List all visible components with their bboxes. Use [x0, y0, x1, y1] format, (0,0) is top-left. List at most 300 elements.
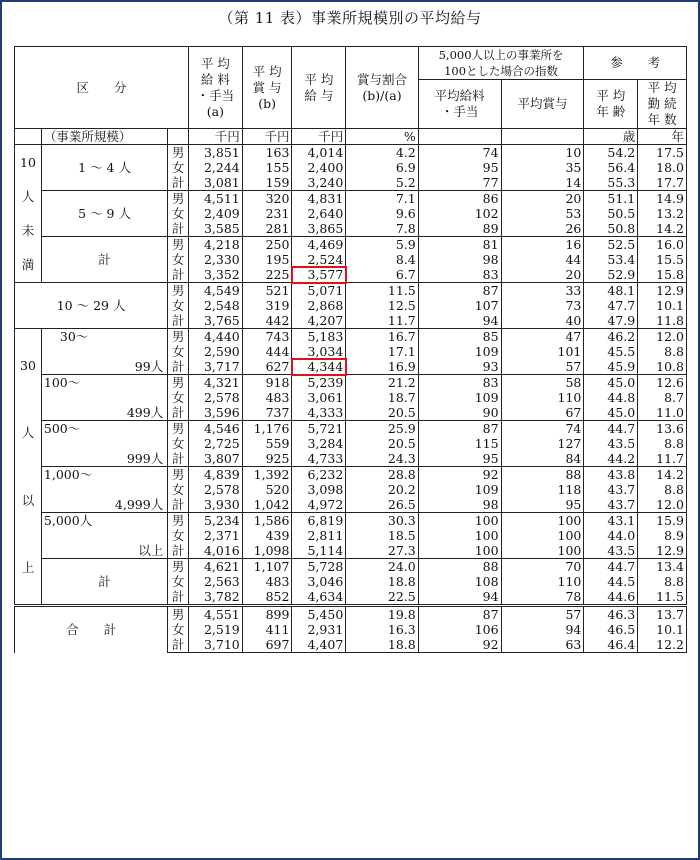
- table-row: [15, 375, 687, 391]
- value-cell: 4,733: [292, 451, 346, 467]
- sex-label: 計: [168, 359, 189, 375]
- side-label-under10: [15, 145, 42, 283]
- value-cell: 100: [418, 543, 501, 559]
- value-cell: 115: [418, 436, 501, 451]
- value-cell: 45.5: [584, 344, 638, 359]
- sex-label: 女: [168, 298, 189, 313]
- value-cell: 5,071: [292, 283, 346, 299]
- sex-label: 男: [168, 329, 189, 345]
- value-cell: 6.9: [346, 160, 418, 175]
- header-kubun: 区 分: [15, 47, 189, 129]
- value-cell: 78: [501, 589, 584, 606]
- value-cell: 195: [242, 252, 292, 267]
- value-cell: 3,596: [188, 405, 242, 421]
- value-cell: 57: [501, 606, 584, 623]
- value-cell: 11.5: [638, 589, 687, 606]
- unit-age: 歳: [584, 129, 638, 145]
- value-cell: 5,239: [292, 375, 346, 391]
- size-label: [41, 329, 167, 375]
- header-avg-pay: 平 均 給 与: [292, 47, 346, 129]
- side-char: 人: [21, 425, 35, 441]
- value-cell: 3,765: [188, 313, 242, 329]
- value-cell: 110: [501, 574, 584, 589]
- value-cell: 14.2: [638, 221, 687, 237]
- value-cell: 63: [501, 637, 584, 653]
- value-cell: 2,578: [188, 390, 242, 405]
- value-cell: 50.8: [584, 221, 638, 237]
- sex-label: 計: [168, 637, 189, 653]
- value-cell: 109: [418, 344, 501, 359]
- value-cell: 17.1: [346, 344, 418, 359]
- value-cell: 81: [418, 237, 501, 253]
- value-cell: 743: [242, 329, 292, 345]
- size-label-bottom: 99人: [134, 359, 164, 374]
- value-cell: 46.2: [584, 329, 638, 345]
- value-cell: 27.3: [346, 543, 418, 559]
- value-cell: 118: [501, 482, 584, 497]
- value-cell: 155: [242, 160, 292, 175]
- value-cell: 14.2: [638, 467, 687, 483]
- value-cell: 92: [418, 637, 501, 653]
- value-cell: 89: [418, 221, 501, 237]
- header-avg-age: 平 均 年 齢: [584, 80, 638, 129]
- value-cell: 12.9: [638, 543, 687, 559]
- sex-label: 女: [168, 436, 189, 451]
- value-cell: 14.9: [638, 191, 687, 207]
- value-cell: 4,621: [188, 559, 242, 575]
- value-cell: 6,232: [292, 467, 346, 483]
- value-cell: 4,333: [292, 405, 346, 421]
- value-cell: 3,098: [292, 482, 346, 497]
- header-avg-tenure: 平 均 勤 続 年 数: [638, 80, 687, 129]
- value-cell: 20: [501, 191, 584, 207]
- value-cell: 17.7: [638, 175, 687, 191]
- value-cell: 20.2: [346, 482, 418, 497]
- value-cell: 13.2: [638, 206, 687, 221]
- value-cell: 24.3: [346, 451, 418, 467]
- size-label-bottom: 999人: [126, 451, 164, 466]
- value-cell: 925: [242, 451, 292, 467]
- value-cell: 4,551: [188, 606, 242, 623]
- value-cell: 11.7: [638, 451, 687, 467]
- value-cell: 4,469: [292, 237, 346, 253]
- value-cell: 95: [418, 160, 501, 175]
- sex-label: 計: [168, 543, 189, 559]
- value-cell: 16.0: [638, 237, 687, 253]
- value-cell: 2,868: [292, 298, 346, 313]
- table-row: [15, 283, 687, 299]
- value-cell: 918: [242, 375, 292, 391]
- size-label-top: 1,000～: [43, 467, 93, 482]
- value-cell: 47: [501, 329, 584, 345]
- unit-pay: 千円: [292, 129, 346, 145]
- value-cell: 10.8: [638, 359, 687, 375]
- highlighted-value-cell: 4,344: [292, 359, 346, 375]
- value-cell: 52.9: [584, 267, 638, 283]
- size-label-top: 5,000人: [43, 513, 93, 528]
- value-cell: 54.2: [584, 145, 638, 161]
- value-cell: 4,440: [188, 329, 242, 345]
- value-cell: 6,819: [292, 513, 346, 529]
- value-cell: 520: [242, 482, 292, 497]
- value-cell: 3,284: [292, 436, 346, 451]
- value-cell: 93: [418, 359, 501, 375]
- sex-label: 女: [168, 160, 189, 175]
- size-label: 10 ～ 29 人: [15, 283, 168, 329]
- value-cell: 320: [242, 191, 292, 207]
- value-cell: 225: [242, 267, 292, 283]
- value-cell: 18.0: [638, 160, 687, 175]
- value-cell: 3,807: [188, 451, 242, 467]
- value-cell: 4,549: [188, 283, 242, 299]
- value-cell: 4,207: [292, 313, 346, 329]
- value-cell: 88: [501, 467, 584, 483]
- value-cell: 10.1: [638, 622, 687, 637]
- header-ref-group: 参 考: [584, 47, 687, 80]
- value-cell: 11.0: [638, 405, 687, 421]
- value-cell: 8.8: [638, 436, 687, 451]
- value-cell: 46.3: [584, 606, 638, 623]
- value-cell: 94: [501, 622, 584, 637]
- value-cell: 3,352: [188, 267, 242, 283]
- value-cell: 3,717: [188, 359, 242, 375]
- value-cell: 100: [501, 543, 584, 559]
- value-cell: 26: [501, 221, 584, 237]
- value-cell: 17.5: [638, 145, 687, 161]
- value-cell: 83: [418, 267, 501, 283]
- sex-label: 計: [168, 497, 189, 513]
- value-cell: 30.3: [346, 513, 418, 529]
- value-cell: 2,578: [188, 482, 242, 497]
- value-cell: 697: [242, 637, 292, 653]
- value-cell: 45.0: [584, 405, 638, 421]
- side-char: 10: [20, 155, 36, 171]
- value-cell: 77: [418, 175, 501, 191]
- value-cell: 3,865: [292, 221, 346, 237]
- size-label-top: 100～: [43, 375, 81, 390]
- sex-label: 計: [168, 451, 189, 467]
- size-label: [41, 375, 167, 421]
- value-cell: 483: [242, 574, 292, 589]
- value-cell: 40: [501, 313, 584, 329]
- size-label-top: 500～: [43, 421, 81, 436]
- header-bonus-ratio: 賞与割合 (b)/(a): [346, 47, 418, 129]
- units-scale: （事業所規模）: [41, 129, 167, 145]
- value-cell: 24.0: [346, 559, 418, 575]
- value-cell: 6.7: [346, 267, 418, 283]
- value-cell: 92: [418, 467, 501, 483]
- value-cell: 88: [418, 559, 501, 575]
- sex-label: 男: [168, 606, 189, 623]
- sex-label: 女: [168, 482, 189, 497]
- sex-label: 男: [168, 513, 189, 529]
- side-label-over30: [15, 329, 42, 606]
- value-cell: 109: [418, 482, 501, 497]
- value-cell: 26.5: [346, 497, 418, 513]
- value-cell: 18.7: [346, 390, 418, 405]
- value-cell: 28.8: [346, 467, 418, 483]
- sex-label: 計: [168, 405, 189, 421]
- table-row: [15, 191, 687, 207]
- value-cell: 43.5: [584, 436, 638, 451]
- value-cell: 51.1: [584, 191, 638, 207]
- size-label-bottom: 499人: [126, 405, 164, 420]
- value-cell: 67: [501, 405, 584, 421]
- value-cell: 11.7: [346, 313, 418, 329]
- value-cell: 44.7: [584, 421, 638, 437]
- value-cell: 12.5: [346, 298, 418, 313]
- value-cell: 127: [501, 436, 584, 451]
- size-label-bottom: 4,999人: [114, 497, 164, 512]
- value-cell: 46.5: [584, 622, 638, 637]
- sex-label: 男: [168, 421, 189, 437]
- value-cell: 231: [242, 206, 292, 221]
- highlighted-value-cell: 3,577: [292, 267, 346, 283]
- value-cell: 13.4: [638, 559, 687, 575]
- size-label: [41, 421, 167, 467]
- value-cell: 50.5: [584, 206, 638, 221]
- sex-label: 女: [168, 206, 189, 221]
- value-cell: 12.9: [638, 283, 687, 299]
- value-cell: 12.6: [638, 375, 687, 391]
- value-cell: 14: [501, 175, 584, 191]
- value-cell: 3,782: [188, 589, 242, 606]
- value-cell: 2,371: [188, 528, 242, 543]
- sex-label: 計: [168, 267, 189, 283]
- size-label: 計: [41, 237, 167, 283]
- size-label: 5 ～ 9 人: [41, 191, 167, 237]
- value-cell: 4,218: [188, 237, 242, 253]
- value-cell: 87: [418, 421, 501, 437]
- value-cell: 2,931: [292, 622, 346, 637]
- value-cell: 3,046: [292, 574, 346, 589]
- value-cell: 559: [242, 436, 292, 451]
- value-cell: 20: [501, 267, 584, 283]
- value-cell: 33: [501, 283, 584, 299]
- value-cell: 100: [418, 528, 501, 543]
- value-cell: 12.0: [638, 329, 687, 345]
- value-cell: 56.4: [584, 160, 638, 175]
- value-cell: 101: [501, 344, 584, 359]
- sex-label: 計: [168, 589, 189, 606]
- unit-tenure: 年: [638, 129, 687, 145]
- value-cell: 12.2: [638, 637, 687, 653]
- value-cell: 15.5: [638, 252, 687, 267]
- value-cell: 100: [501, 528, 584, 543]
- value-cell: 411: [242, 622, 292, 637]
- value-cell: 44.5: [584, 574, 638, 589]
- value-cell: 8.8: [638, 482, 687, 497]
- value-cell: 107: [418, 298, 501, 313]
- value-cell: 8.9: [638, 528, 687, 543]
- unit-ratio: %: [346, 129, 418, 145]
- value-cell: 4.2: [346, 145, 418, 161]
- value-cell: 44.2: [584, 451, 638, 467]
- value-cell: 7.1: [346, 191, 418, 207]
- value-cell: 5,183: [292, 329, 346, 345]
- value-cell: 98: [418, 252, 501, 267]
- value-cell: 44.6: [584, 589, 638, 606]
- size-label: [41, 513, 167, 559]
- value-cell: 13.6: [638, 421, 687, 437]
- value-cell: 43.8: [584, 467, 638, 483]
- value-cell: 439: [242, 528, 292, 543]
- header-index-salary: 平均給料 ・手当: [418, 80, 501, 129]
- value-cell: 35: [501, 160, 584, 175]
- size-label: 合 計: [15, 606, 168, 653]
- sex-label: 男: [168, 467, 189, 483]
- value-cell: 18.8: [346, 574, 418, 589]
- table-row: [15, 237, 687, 253]
- value-cell: 102: [418, 206, 501, 221]
- value-cell: 84: [501, 451, 584, 467]
- value-cell: 44: [501, 252, 584, 267]
- value-cell: 627: [242, 359, 292, 375]
- value-cell: 18.8: [346, 637, 418, 653]
- value-cell: 57: [501, 359, 584, 375]
- value-cell: 15.8: [638, 267, 687, 283]
- value-cell: 13.7: [638, 606, 687, 623]
- value-cell: 442: [242, 313, 292, 329]
- sex-label: 男: [168, 191, 189, 207]
- size-label: 1 ～ 4 人: [41, 145, 167, 191]
- value-cell: 90: [418, 405, 501, 421]
- value-cell: 21.2: [346, 375, 418, 391]
- value-cell: 4,831: [292, 191, 346, 207]
- value-cell: 44.8: [584, 390, 638, 405]
- value-cell: 45.9: [584, 359, 638, 375]
- value-cell: 5,234: [188, 513, 242, 529]
- value-cell: 5,728: [292, 559, 346, 575]
- value-cell: 16.9: [346, 359, 418, 375]
- value-cell: 159: [242, 175, 292, 191]
- value-cell: 5,721: [292, 421, 346, 437]
- value-cell: 2,548: [188, 298, 242, 313]
- header-index-bonus: 平均賞与: [501, 80, 584, 129]
- sex-label: 男: [168, 237, 189, 253]
- value-cell: 43.5: [584, 543, 638, 559]
- value-cell: 1,107: [242, 559, 292, 575]
- header-row-1: [15, 47, 687, 80]
- table-row: [15, 329, 687, 345]
- sex-label: 計: [168, 175, 189, 191]
- value-cell: 2,811: [292, 528, 346, 543]
- value-cell: 85: [418, 329, 501, 345]
- sex-label: 女: [168, 390, 189, 405]
- side-char: 満: [21, 256, 35, 272]
- size-label-top: 30～: [59, 329, 89, 344]
- value-cell: 10.1: [638, 298, 687, 313]
- value-cell: 4,839: [188, 467, 242, 483]
- value-cell: 52.5: [584, 237, 638, 253]
- value-cell: 16.7: [346, 329, 418, 345]
- value-cell: 95: [501, 497, 584, 513]
- value-cell: 3,851: [188, 145, 242, 161]
- value-cell: 2,400: [292, 160, 346, 175]
- value-cell: 15.9: [638, 513, 687, 529]
- value-cell: 3,061: [292, 390, 346, 405]
- salary-table: [14, 46, 687, 653]
- value-cell: 7.8: [346, 221, 418, 237]
- value-cell: 87: [418, 283, 501, 299]
- value-cell: 1,176: [242, 421, 292, 437]
- value-cell: 3,710: [188, 637, 242, 653]
- value-cell: 47.7: [584, 298, 638, 313]
- value-cell: 1,098: [242, 543, 292, 559]
- value-cell: 74: [418, 145, 501, 161]
- value-cell: 48.1: [584, 283, 638, 299]
- sex-label: 女: [168, 574, 189, 589]
- value-cell: 2,409: [188, 206, 242, 221]
- value-cell: 4,972: [292, 497, 346, 513]
- value-cell: 43.7: [584, 497, 638, 513]
- value-cell: 11.5: [346, 283, 418, 299]
- value-cell: 106: [418, 622, 501, 637]
- value-cell: 53: [501, 206, 584, 221]
- sex-label: 男: [168, 283, 189, 299]
- header-avg-salary: 平 均 給 料 ・手当 (a): [188, 47, 242, 129]
- unit-b: 千円: [242, 129, 292, 145]
- sex-label: 男: [168, 559, 189, 575]
- value-cell: 98: [418, 497, 501, 513]
- value-cell: 95: [418, 451, 501, 467]
- value-cell: 1,042: [242, 497, 292, 513]
- value-cell: 8.7: [638, 390, 687, 405]
- value-cell: 94: [418, 589, 501, 606]
- value-cell: 55.3: [584, 175, 638, 191]
- value-cell: 4,511: [188, 191, 242, 207]
- side-char: 以: [21, 492, 35, 508]
- value-cell: 3,034: [292, 344, 346, 359]
- value-cell: 2,519: [188, 622, 242, 637]
- value-cell: 3,585: [188, 221, 242, 237]
- side-char: 30: [20, 357, 36, 373]
- sex-label: 女: [168, 622, 189, 637]
- value-cell: 5,114: [292, 543, 346, 559]
- sex-label: 女: [168, 344, 189, 359]
- value-cell: 44.7: [584, 559, 638, 575]
- value-cell: 3,930: [188, 497, 242, 513]
- units-row: [15, 129, 687, 145]
- value-cell: 100: [418, 513, 501, 529]
- size-label: [41, 467, 167, 513]
- sex-label: 女: [168, 252, 189, 267]
- value-cell: 12.0: [638, 497, 687, 513]
- table-row: [15, 513, 687, 529]
- value-cell: 100: [501, 513, 584, 529]
- value-cell: 3,081: [188, 175, 242, 191]
- value-cell: 4,407: [292, 637, 346, 653]
- table-row: [15, 421, 687, 437]
- value-cell: 521: [242, 283, 292, 299]
- value-cell: 25.9: [346, 421, 418, 437]
- value-cell: 1,392: [242, 467, 292, 483]
- value-cell: 8.8: [638, 574, 687, 589]
- size-label: 計: [41, 559, 167, 606]
- value-cell: 44.0: [584, 528, 638, 543]
- value-cell: 20.5: [346, 436, 418, 451]
- value-cell: 1,586: [242, 513, 292, 529]
- value-cell: 16: [501, 237, 584, 253]
- sex-label: 男: [168, 145, 189, 161]
- value-cell: 852: [242, 589, 292, 606]
- value-cell: 53.4: [584, 252, 638, 267]
- table-row: [15, 145, 687, 161]
- value-cell: 483: [242, 390, 292, 405]
- value-cell: 83: [418, 375, 501, 391]
- value-cell: 2,590: [188, 344, 242, 359]
- value-cell: 70: [501, 559, 584, 575]
